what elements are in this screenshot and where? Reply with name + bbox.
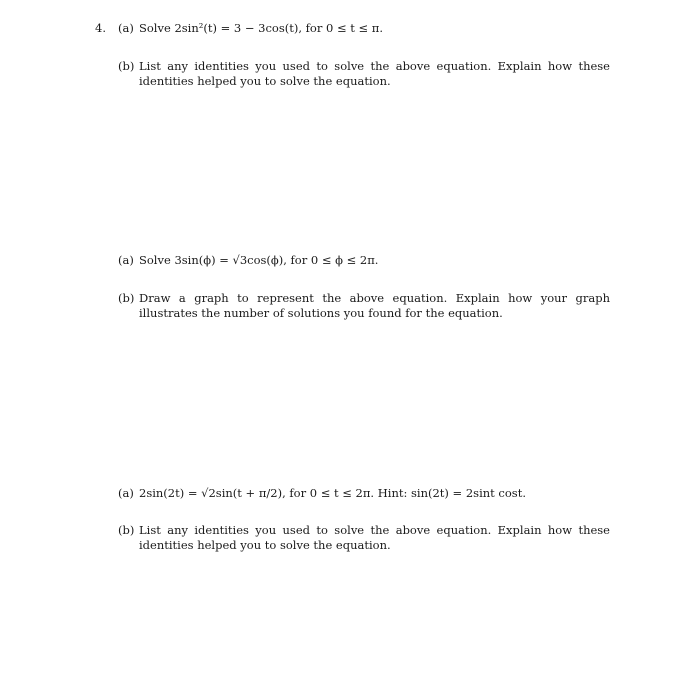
- problem-number: 4.: [95, 21, 106, 35]
- part-text: List any identities you used to solve the above equation. Explain how these identities helped you to solve the equation.: [139, 59, 610, 88]
- part-label: (a): [118, 486, 134, 500]
- part-text: 2sin(2t) = √2sin(t + π/2), for 0 ≤ t ≤ 2π. Hint: sin(2t) = 2sint cost.: [139, 486, 526, 500]
- part-1a: [118, 21, 610, 36]
- part-label: (b): [118, 291, 135, 305]
- part-3b: [118, 523, 610, 553]
- part-2b: [118, 291, 610, 321]
- part-label: (a): [118, 253, 134, 267]
- part-label: (b): [118, 523, 135, 537]
- part-label: (b): [118, 59, 135, 73]
- part-text: Draw a graph to represent the above equation. Explain how your graph illustrates the number of solutions you found for the equation.: [139, 291, 610, 320]
- part-2a: [118, 253, 610, 268]
- part-text: Solve 2sin²(t) = 3 − 3cos(t), for 0 ≤ t ≤ π.: [139, 21, 384, 35]
- part-text: Solve 3sin(ϕ) = √3cos(ϕ), for 0 ≤ ϕ ≤ 2π.: [139, 253, 379, 267]
- part-label: (a): [118, 21, 134, 35]
- part-text: List any identities you used to solve the above equation. Explain how these identities helped you to solve the equation.: [139, 523, 610, 552]
- part-1b: [118, 59, 610, 89]
- part-3a: [118, 486, 610, 501]
